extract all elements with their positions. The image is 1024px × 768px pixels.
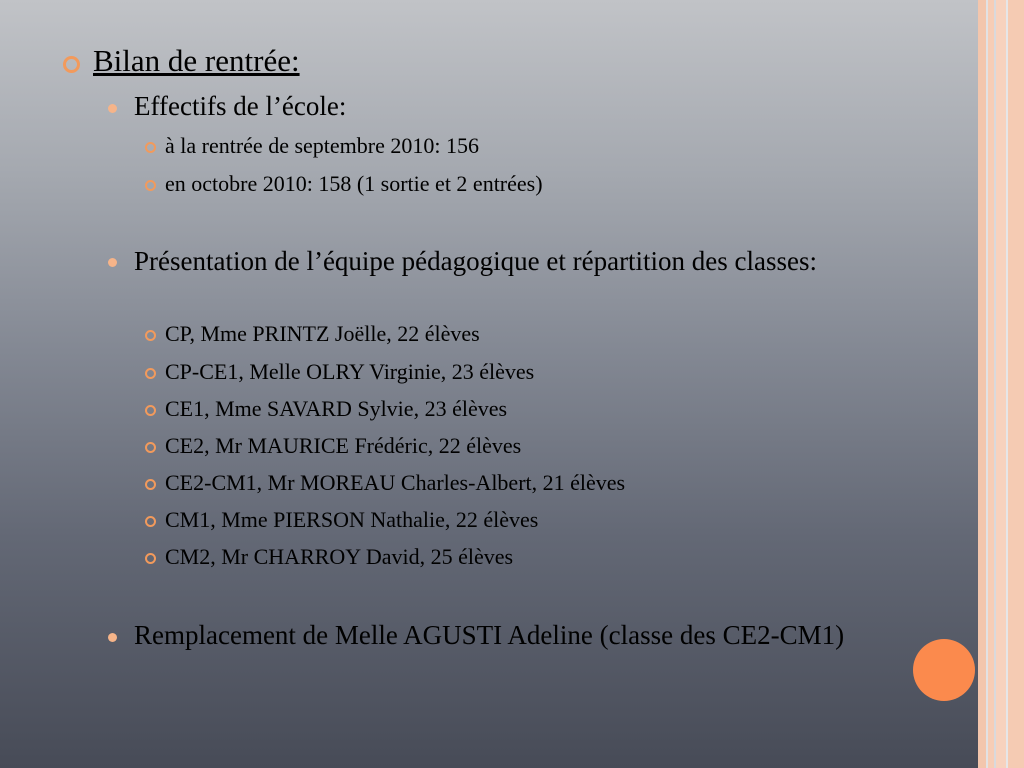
list-item: en octobre 2010: 158 (1 sortie et 2 entrées) <box>165 171 543 196</box>
list-item: CE1, Mme SAVARD Sylvie, 23 élèves <box>165 396 508 421</box>
dot-bullet-icon <box>108 104 117 113</box>
ring-bullet-icon <box>145 405 156 416</box>
list-item: CE2-CM1, Mr MOREAU Charles-Albert, 21 élèves <box>165 470 626 495</box>
dot-bullet-icon <box>108 633 117 642</box>
list-item: CM1, Mme PIERSON Nathalie, 22 élèves <box>165 507 539 532</box>
ring-bullet-icon <box>145 516 156 527</box>
ring-bullet-icon <box>145 330 156 341</box>
ring-bullet-icon <box>145 479 156 490</box>
effectifs-label: Effectifs de l’école: <box>134 91 347 121</box>
list-item: CP-CE1, Melle OLRY Virginie, 23 élèves <box>165 359 535 384</box>
slide-heading: Bilan de rentrée: <box>93 43 300 78</box>
ring-bullet-icon <box>145 180 156 191</box>
list-item: CM2, Mr CHARROY David, 25 élèves <box>165 544 514 569</box>
dot-bullet-icon <box>108 258 117 267</box>
list-item: CE2, Mr MAURICE Frédéric, 22 élèves <box>165 433 522 458</box>
list-item: à la rentrée de septembre 2010: 156 <box>165 133 479 158</box>
ring-bullet-icon <box>145 142 156 153</box>
ring-bullet-icon <box>145 442 156 453</box>
ring-bullet-icon <box>63 56 80 73</box>
list-item: CP, Mme PRINTZ Joëlle, 22 élèves <box>165 321 480 346</box>
ring-bullet-icon <box>145 553 156 564</box>
presentation-label: Présentation de l’équipe pédagogique et répartition des classes: <box>134 246 818 276</box>
remplacement-label: Remplacement de Melle AGUSTI Adeline (classe des CE2-CM1) <box>134 620 845 650</box>
ring-bullet-icon <box>145 368 156 379</box>
